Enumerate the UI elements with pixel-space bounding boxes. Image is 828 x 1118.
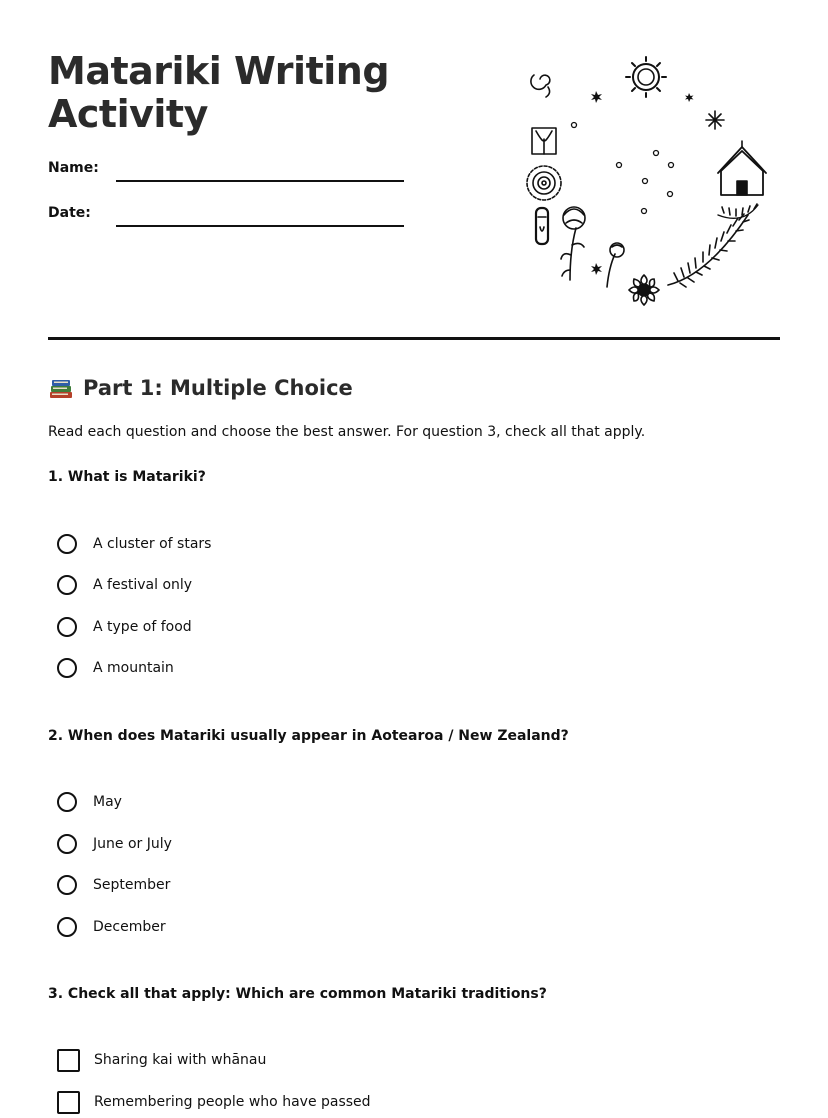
option-label: A mountain <box>93 660 174 676</box>
option-label: June or July <box>93 836 172 852</box>
question-1: 1. What is Matariki? <box>48 469 206 485</box>
radio-button[interactable] <box>57 617 77 637</box>
page-title: Matariki Writing Activity <box>48 49 390 136</box>
question-2: 2. When does Matariki usually appear in Aotearoa / New Zealand? <box>48 728 569 744</box>
name-label: Name: <box>48 160 99 176</box>
option-label: Remembering people who have passed <box>94 1094 371 1110</box>
option-label: A festival only <box>93 577 193 593</box>
q2-option-4[interactable] <box>57 914 166 940</box>
option-label: Sharing kai with whānau <box>94 1052 267 1068</box>
q2-option-1[interactable] <box>57 789 122 815</box>
radio-button[interactable] <box>57 575 77 595</box>
radio-button[interactable] <box>57 917 77 937</box>
date-label: Date: <box>48 205 91 221</box>
option-label: December <box>93 919 166 935</box>
radio-button[interactable] <box>57 658 77 678</box>
part1-title-text: Part 1: Multiple Choice <box>83 376 353 400</box>
radio-button[interactable] <box>57 534 77 554</box>
q3-option-1[interactable] <box>57 1047 266 1073</box>
checkbox[interactable] <box>57 1049 80 1072</box>
matariki-illustration-icon <box>518 55 768 315</box>
instructions: Read each question and choose the best answer. For question 3, check all that apply. <box>48 424 646 440</box>
q3-option-2[interactable] <box>57 1089 371 1115</box>
radio-button[interactable] <box>57 875 77 895</box>
radio-button[interactable] <box>57 792 77 812</box>
q2-option-3[interactable] <box>57 872 170 898</box>
q1-option-2[interactable] <box>57 572 192 598</box>
option-label: May <box>93 794 122 810</box>
name-input-line[interactable] <box>116 180 404 182</box>
date-input-line[interactable] <box>116 225 404 227</box>
q1-option-4[interactable] <box>57 655 174 681</box>
radio-button[interactable] <box>57 834 77 854</box>
option-label: A cluster of stars <box>93 536 212 552</box>
option-label: A type of food <box>93 619 192 635</box>
header-divider <box>48 337 780 340</box>
q1-option-3[interactable] <box>57 614 192 640</box>
books-icon <box>48 375 74 401</box>
option-label: September <box>93 877 171 893</box>
part1-title <box>48 372 353 404</box>
question-3: 3. Check all that apply: Which are common Matariki traditions? <box>48 986 547 1002</box>
q1-option-1[interactable] <box>57 531 211 557</box>
checkbox[interactable] <box>57 1091 80 1114</box>
q2-option-2[interactable] <box>57 831 172 857</box>
